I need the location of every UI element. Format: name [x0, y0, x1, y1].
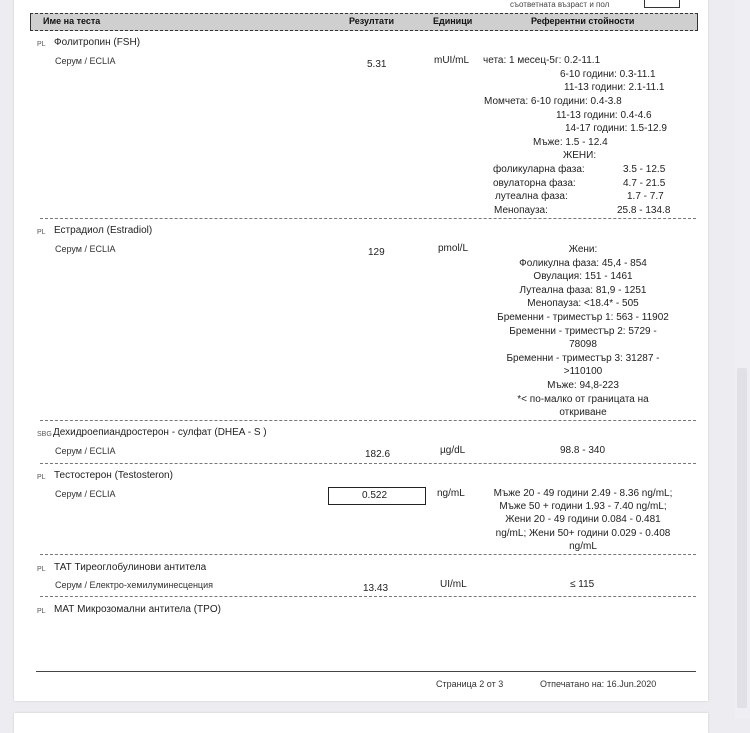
reference-line: Фоликулна фаза: 45,4 - 854 [519, 257, 647, 269]
header-test-name: Име на теста [43, 16, 101, 26]
reference-line: откриване [559, 407, 607, 419]
reference-line: Овулация: 151 - 1461 [533, 271, 633, 283]
test-method: Серум / ECLIA [55, 56, 116, 66]
test-unit: UI/mL [440, 579, 467, 590]
footer-divider [36, 671, 696, 672]
reference-line: Момчета: 6-10 години: 0.4-3.8 [484, 96, 622, 107]
reference-line: 11-13 години: 2.1-11.1 [564, 82, 665, 93]
reference-line: 3.5 - 12.5 [623, 164, 666, 175]
test-method: Серум / Електро-хемилуминесценция [55, 580, 213, 590]
test-result: 129 [368, 247, 385, 258]
next-document-page [14, 713, 708, 733]
header-reference: Референтни стойности [531, 16, 635, 26]
reference-line: ng/mL [569, 540, 597, 552]
printed-date: Отпечатано на: 16.Jun.2020 [540, 679, 657, 689]
reference-line: Бременни - триместър 2: 5729 - [509, 325, 657, 337]
test-result: 5.31 [367, 59, 387, 70]
row-divider [40, 554, 696, 555]
test-code: SBG [37, 431, 52, 438]
reference-line: Менопауза: [494, 205, 548, 216]
reference-line: Мъже 50 + години 1.93 - 7.40 ng/mL; [499, 501, 667, 513]
test-unit: mUI/mL [434, 55, 469, 66]
test-name: Естрадиол (Estradiol) [54, 225, 153, 236]
reference-line: овулаторна фаза: [493, 178, 576, 189]
reference-line: Мъже: 1.5 - 12.4 [533, 137, 608, 148]
test-unit: pmol/L [438, 243, 469, 254]
test-result: 0.522 [362, 490, 388, 501]
test-method: Серум / ECLIA [55, 244, 116, 254]
reference-block [478, 243, 688, 420]
test-name: Тестостерон (Testosteron) [54, 470, 173, 481]
reference-line: Жени 20 - 49 години 0.084 - 0.481 [505, 514, 661, 526]
header-units: Единици [433, 16, 473, 26]
reference-line: 11-13 години: 0.4-4.6 [556, 110, 652, 121]
reference-line: Жени: [568, 244, 598, 255]
reference-line: Менопауза: <18.4* - 505 [527, 298, 639, 310]
test-result: 13.43 [363, 583, 389, 594]
test-name: Дехидроепиандростерон - сулфат (DHEA - S ) [53, 427, 267, 438]
test-name: Фолитропин (FSH) [54, 37, 141, 48]
row-divider [40, 596, 696, 597]
reference-block [478, 487, 688, 553]
test-name: МАТ Микрозомални антитела (TPO) [54, 604, 221, 615]
reference-line: *< по-малко от границата на [517, 393, 649, 405]
reference-line: 78098 [569, 339, 597, 351]
reference-line: 98.8 - 340 [560, 445, 606, 456]
reference-line: 14-17 години: 1.5-12.9 [565, 123, 667, 134]
test-code: PL [37, 41, 46, 48]
reference-line: >110100 [563, 366, 603, 378]
test-code: PL [37, 474, 46, 481]
reference-line: чета: 1 месец-5г: 0.2-11.1 [483, 55, 601, 66]
reference-line: ng/mL; Жени 50+ години 0.029 - 0.408 [495, 527, 671, 539]
reference-line: 6-10 години: 0.3-11.1 [560, 69, 656, 80]
test-result: 182.6 [365, 449, 391, 460]
test-unit: ng/mL [437, 488, 465, 499]
reference-line: Лутеална фаза: 81,9 - 1251 [519, 284, 647, 296]
test-code: PL [37, 608, 46, 615]
reference-line: Бременни - триместър 3: 31287 - [506, 352, 660, 364]
row-divider [40, 420, 696, 421]
reference-line: ЖЕНИ: [563, 150, 597, 161]
test-code: PL [37, 566, 46, 573]
row-divider [40, 218, 696, 219]
header-results: Резултати [349, 16, 394, 26]
reference-line: Мъже: 94,8-223 [547, 379, 619, 391]
page-number: Страница 2 от 3 [436, 679, 504, 689]
reference-line: фоликуларна фаза: [493, 164, 585, 175]
reference-line: Мъже 20 - 49 години 2.49 - 8.36 ng/mL; [493, 488, 673, 499]
reference-line: 1.7 - 7.7 [627, 191, 664, 202]
reference-line: ≤ 115 [570, 579, 595, 590]
table-header [30, 13, 698, 31]
top-note: съответната възраст и пол [510, 0, 610, 9]
test-method: Серум / ECLIA [55, 489, 116, 499]
top-box [644, 0, 680, 8]
reference-line: 4.7 - 21.5 [623, 178, 666, 189]
test-method: Серум / ECLIA [55, 446, 116, 456]
scrollbar-thumb[interactable] [737, 368, 747, 708]
test-code: PL [37, 229, 46, 236]
test-unit: µg/dL [440, 445, 466, 456]
reference-line: Бременни - триместър 1: 563 - 11902 [497, 311, 669, 323]
test-name: ТАТ Тиреоглобулинови антитела [54, 562, 207, 573]
reference-line: лутеална фаза: [495, 191, 568, 202]
row-divider [40, 463, 696, 464]
reference-line: 25.8 - 134.8 [617, 205, 671, 216]
